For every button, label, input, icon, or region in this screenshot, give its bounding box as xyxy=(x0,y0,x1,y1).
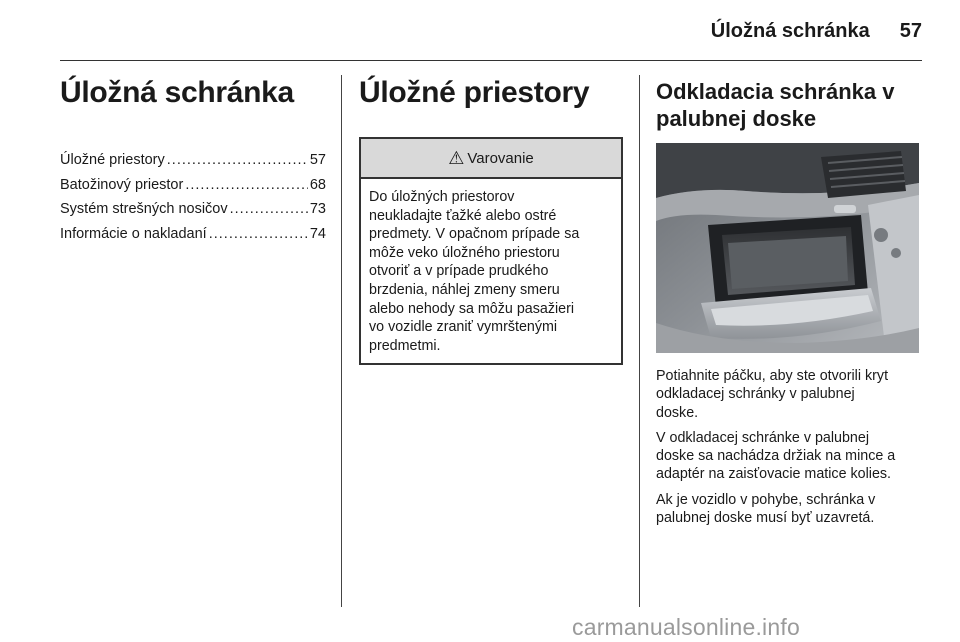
warning-line: predmetmi. xyxy=(369,337,441,354)
glovebox-photo xyxy=(656,143,919,353)
header-rule xyxy=(60,60,922,61)
text-line: doske. xyxy=(656,404,699,421)
warning-line: alebo nehody sa môžu pasažieri xyxy=(369,300,575,317)
section-title: Úložné priestory xyxy=(359,76,590,109)
toc-leader xyxy=(185,177,308,193)
toc-page: 73 xyxy=(309,201,326,217)
chapter-column xyxy=(60,66,326,250)
toc-leader xyxy=(167,152,308,168)
running-header-title: Úložná schránka xyxy=(710,20,870,42)
toc-entry[interactable] xyxy=(60,226,326,251)
text-line: Potiahnite páčku, aby ste otvorili kryt xyxy=(656,368,889,384)
toc-page: 57 xyxy=(309,152,326,168)
toc-entry[interactable] xyxy=(60,152,326,177)
toc-page: 68 xyxy=(309,176,326,193)
toc-label: Informácie o nakladaní xyxy=(60,225,207,242)
text-line: odkladacej schránky v palubnej xyxy=(656,386,855,403)
warning-header xyxy=(361,139,621,179)
warning-line: brzdenia, náhlej zmeny smeru xyxy=(369,281,560,298)
text-line: doske sa nachádza držiak na mince a xyxy=(656,448,896,465)
warning-line: vo vozidle zraniť vymrštenými xyxy=(369,319,558,336)
warning-title: Varovanie xyxy=(467,149,534,167)
table-of-contents xyxy=(60,152,326,250)
running-header xyxy=(711,20,922,43)
storage-column xyxy=(359,66,623,365)
toc-page: 74 xyxy=(309,225,326,242)
toc-leader xyxy=(230,201,308,217)
toc-entry[interactable] xyxy=(60,177,326,202)
column-divider-2 xyxy=(639,75,640,607)
watermark: carmanualsonline.info xyxy=(572,614,800,640)
chapter-title: Úložná schránka xyxy=(60,76,294,109)
toc-leader xyxy=(209,226,308,242)
section-title-line: palubnej doske xyxy=(656,106,817,131)
toc-label: Úložné priestory xyxy=(60,152,165,168)
text-line: palubnej doske musí byť uzavretá. xyxy=(656,510,875,527)
toc-label: Batožinový priestor xyxy=(60,176,184,193)
body-text xyxy=(656,367,921,527)
warning-line: Do úložných priestorov xyxy=(369,189,515,205)
warning-triangle-icon: ⚠ xyxy=(448,147,465,168)
section-title xyxy=(656,78,921,132)
toc-entry[interactable] xyxy=(60,201,326,226)
text-line: V odkladacej schránke v palubnej xyxy=(656,429,870,446)
warning-line: môže veko úložného priestoru xyxy=(369,244,560,261)
column-divider-1 xyxy=(341,75,342,607)
page-number: 57 xyxy=(899,20,922,42)
text-line: Ak je vozidlo v pohybe, schránka v xyxy=(656,491,876,508)
section-title-line: Odkladacia schránka v xyxy=(656,79,895,104)
text-line: adaptér na zaisťovacie matice kolies. xyxy=(656,466,892,483)
warning-line: neukladajte ťažké alebo ostré xyxy=(369,207,557,224)
toc-label: Systém strešných nosičov xyxy=(60,201,228,217)
warning-box xyxy=(359,137,623,365)
glovebox-column xyxy=(656,66,921,534)
warning-line: otvoriť a v prípade prudkého xyxy=(369,263,549,280)
warning-text xyxy=(361,179,621,363)
warning-line: predmety. V opačnom prípade sa xyxy=(369,226,580,243)
